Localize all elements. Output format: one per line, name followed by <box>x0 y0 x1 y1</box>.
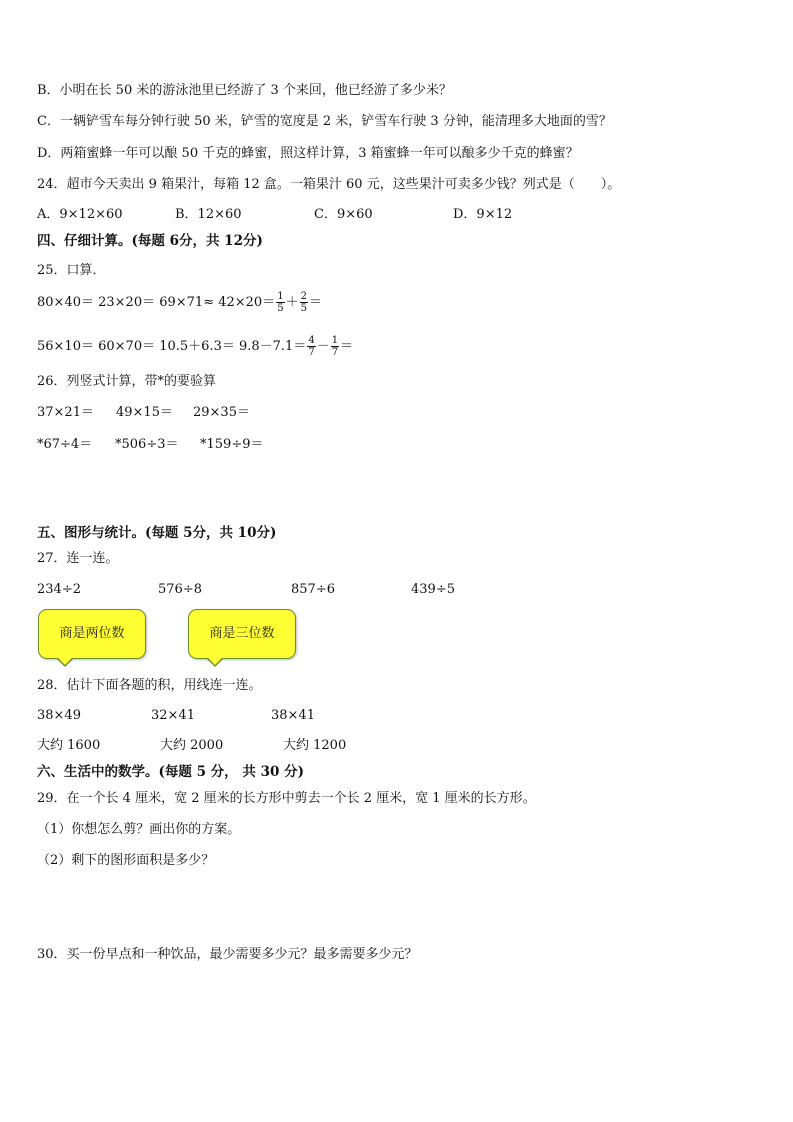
q28-item: 38×41 <box>271 708 315 723</box>
q23-option-c: C．一辆铲雪车每分钟行驶 50 米，铲雪的宽度是 2 米，铲雪车行驶 3 分钟，能清理多大地面的雪？ <box>37 114 612 129</box>
section-5-heading: 五、图形与统计。(每题 5分，共 10分) <box>37 525 277 541</box>
q24-stem: 24．超市今天卖出 9 箱果汁，每箱 12 盒。一箱果汁 60 元，这些果汁可卖多少钱？列式是（ ）。 <box>37 177 621 192</box>
q26-item: 49×15＝ <box>116 405 173 420</box>
equals-sign: ＝ <box>308 295 322 310</box>
section-4-heading: 四、仔细计算。(每题 6分，共 12分) <box>37 233 263 249</box>
section-6-heading: 六、生活中的数学。(每题 5 分， 共 30 分) <box>37 764 304 780</box>
fraction: $\frac{1}{7}$ <box>331 335 339 358</box>
q25-row-2-text: 56×10＝ 60×70＝ 10.5＋6.3＝ 9.8－7.1＝ <box>37 339 307 354</box>
bubble-three-digit-quotient: 商是三位数 <box>188 609 296 659</box>
q23-option-d: D．两箱蜜蜂一年可以酿 50 千克的蜂蜜，照这样计算，3 箱蜜蜂一年可以酿多少千克的蜂蜜？ <box>37 146 579 161</box>
bubble-two-digit-quotient: 商是两位数 <box>38 609 146 659</box>
q25-row-1-text: 80×40＝ 23×20＝ 69×71≈ 42×20＝ <box>37 295 276 310</box>
q28-item: 38×49 <box>37 708 81 723</box>
q26-item: *67÷4＝ <box>37 437 93 452</box>
equals-sign: ＝ <box>340 339 354 354</box>
q26-item: *506÷3＝ <box>115 437 179 452</box>
q27-item: 576÷8 <box>158 582 202 597</box>
q29-sub-2: （2）剩下的图形面积是多少？ <box>37 853 215 868</box>
plus-sign: ＋ <box>285 295 299 310</box>
q29-stem: 29．在一个长 4 厘米，宽 2 厘米的长方形中剪去一个长 2 厘米，宽 1 厘米的长方形。 <box>37 791 536 806</box>
q24-option-a: A．9×12×60 <box>37 207 123 222</box>
q26-stem: 26．列竖式计算，带*的要验算 <box>37 374 217 389</box>
q25-row-2 <box>37 333 353 361</box>
q27-stem: 27．连一连。 <box>37 551 119 566</box>
fraction: $\frac{2}{5}$ <box>300 291 307 314</box>
q30-stem: 30．买一份早点和一种饮品，最少需要多少元？最多需要多少元？ <box>37 947 418 962</box>
fraction: $\frac{1}{5}$ <box>277 291 284 314</box>
q26-item: *159÷9＝ <box>200 437 264 452</box>
q25-row-1 <box>37 289 322 317</box>
q25-stem: 25．口算． <box>37 263 106 278</box>
q24-option-b: B．12×60 <box>175 207 242 222</box>
bubble-tail <box>206 656 224 665</box>
q24-option-c: C．9×60 <box>314 207 373 222</box>
q26-item: 37×21＝ <box>37 405 94 420</box>
q24-option-d: D．9×12 <box>453 207 513 222</box>
q28-stem: 28．估计下面各题的积，用线连一连。 <box>37 678 262 693</box>
bubble-tail <box>56 656 74 665</box>
q28-item: 32×41 <box>151 708 195 723</box>
q23-option-b: B．小明在长 50 米的游泳池里已经游了 3 个来回，他已经游了多少米？ <box>37 83 452 98</box>
q27-item: 857÷6 <box>291 582 335 597</box>
q28-estimate: 大约 2000 <box>160 738 224 753</box>
q27-item: 439÷5 <box>411 582 455 597</box>
fraction: $\frac{4}{7}$ <box>308 335 315 358</box>
minus-sign: － <box>316 339 330 354</box>
q28-estimate: 大约 1600 <box>37 738 101 753</box>
q29-sub-1: （1）你想怎么剪？画出你的方案。 <box>37 822 241 837</box>
q27-item: 234÷2 <box>37 582 81 597</box>
q28-estimate: 大约 1200 <box>283 738 347 753</box>
q26-item: 29×35＝ <box>193 405 250 420</box>
